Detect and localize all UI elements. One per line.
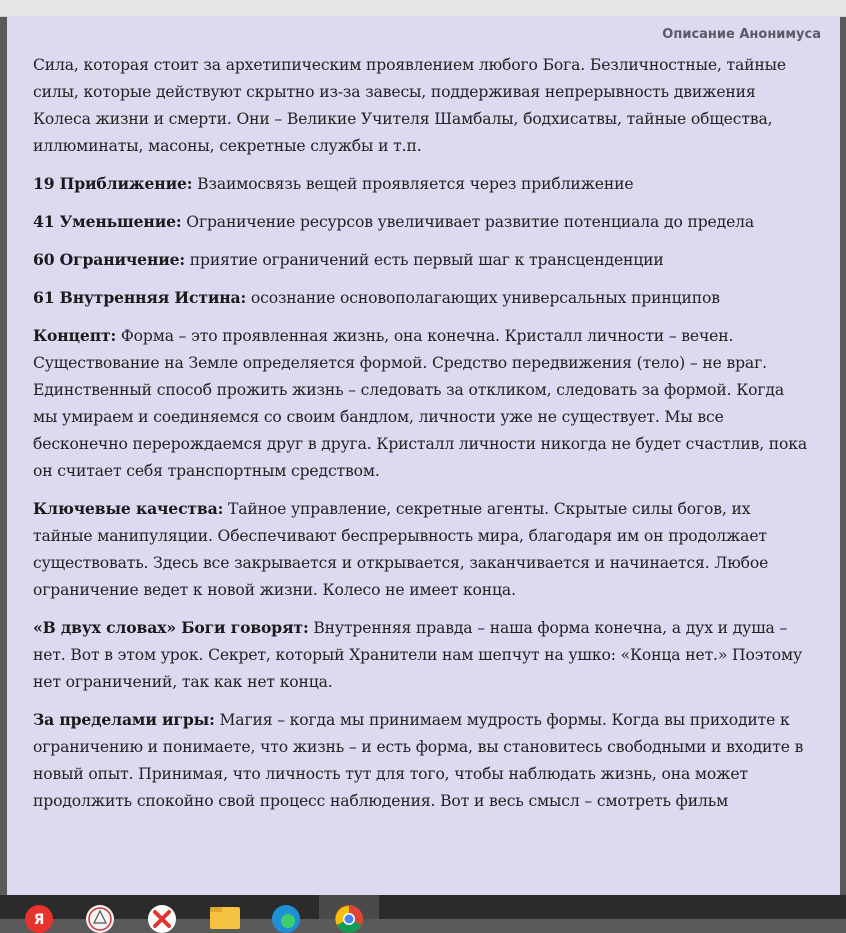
paragraph-label: 61 Внутренняя Истина: — [33, 288, 247, 307]
description-panel — [7, 16, 840, 895]
concept-paragraph — [33, 322, 808, 485]
paragraph-text: Тайное управление, секретные агенты. Скрытые силы богов, их тайные манипуляции. Обеспечивают беспрерывность мира, благодаря им он продолжает существовать. Здесь все закрывается и открывается, заканчивается и начинается. Любое ограничение ведет к новой жизни. Колесо не имеет конца. — [33, 500, 769, 599]
edge-browser-icon[interactable] — [272, 905, 300, 933]
gate-60-paragraph — [33, 246, 808, 274]
emblem-glyph — [86, 905, 114, 933]
paragraph-label: 41 Уменьшение: — [33, 212, 182, 231]
taskbar — [0, 895, 846, 928]
x-app-icon[interactable] — [148, 905, 176, 933]
yandex-glyph — [25, 905, 53, 933]
folder-glyph — [210, 907, 240, 929]
app-emblem-icon[interactable] — [86, 905, 114, 933]
gods-say-paragraph — [33, 614, 808, 696]
window-top-bar — [0, 0, 846, 17]
x-glyph — [148, 905, 176, 933]
paragraph-text: приятие ограничений есть первый шаг к трансценденции — [185, 251, 664, 269]
panel-title: Описание Анонимуса — [662, 27, 821, 42]
paragraph-text: Магия – когда мы принимаем мудрость формы. Когда вы приходите к ограничению и понимаете, что жизнь – и есть форма, вы становитесь свободными и входите в новый опыт. Принимая, что личность тут для того, чтобы наблюдать жизнь, она может продолжить спокойно свой процесс наблюдения. Вот и весь смысл – смотреть фильм — [33, 711, 804, 810]
paragraph-text: Сила, которая стоит за архетипическим проявлением любого Бога. Безличностные, тайные силы, которые действуют скрытно из-за завесы, поддерживая непрерывность движения Колеса жизни и смерти. Они – Великие Учителя Шамбалы, бодхисатвы, тайные общества, иллюминаты, масоны, секретные службы и т.п. — [33, 56, 787, 155]
paragraph-label: Ключевые качества: — [33, 499, 224, 518]
edge-glyph — [272, 905, 300, 933]
chrome-glyph — [335, 905, 363, 933]
file-explorer-icon[interactable] — [210, 907, 240, 929]
key-qualities-paragraph — [33, 495, 808, 604]
paragraph-label: 60 Ограничение: — [33, 250, 185, 269]
paragraph-label: 19 Приближение: — [33, 174, 193, 193]
paragraph-text: Ограничение ресурсов увеличивает развитие потенциала до предела — [181, 213, 755, 231]
paragraph-text: Внутренняя правда – наша форма конечна, а дух и душа – нет. Вот в этом урок. Секрет, который Хранители нам шепчут на ушко: «Конца нет.» Поэтому нет ограничений, так как нет конца. — [33, 619, 803, 691]
intro-paragraph — [33, 52, 808, 160]
paragraph-label: Концепт: — [33, 326, 117, 345]
paragraph-label: За пределами игры: — [33, 710, 215, 729]
gate-19-paragraph — [33, 170, 808, 198]
paragraph-text: Форма – это проявленная жизнь, она конечна. Кристалл личности – вечен. Существование на Земле определяется формой. Средство передвижения (тело) – не враг. Единственный способ прожить жизнь – следовать за откликом, следовать за формой. Когда мы умираем и соединяемся со своим бандлом, личности уже не существует. Мы все бесконечно перерождаемся друг в друга. Кристалл личности никогда не будет счастлив, пока он считает себя транспортным средством. — [33, 327, 808, 480]
yandex-letter: Я — [33, 912, 45, 928]
paragraph-text: Взаимосвязь вещей проявляется через приближение — [192, 175, 634, 193]
yandex-browser-icon[interactable] — [25, 905, 53, 933]
chrome-browser-icon[interactable] — [335, 905, 363, 933]
gate-61-paragraph — [33, 284, 808, 312]
paragraph-label: «В двух словах» Боги говорят: — [33, 618, 309, 637]
beyond-game-paragraph — [33, 706, 808, 815]
paragraph-text: осознание основополагающих универсальных принципов — [246, 289, 720, 307]
gate-41-paragraph — [33, 208, 808, 236]
